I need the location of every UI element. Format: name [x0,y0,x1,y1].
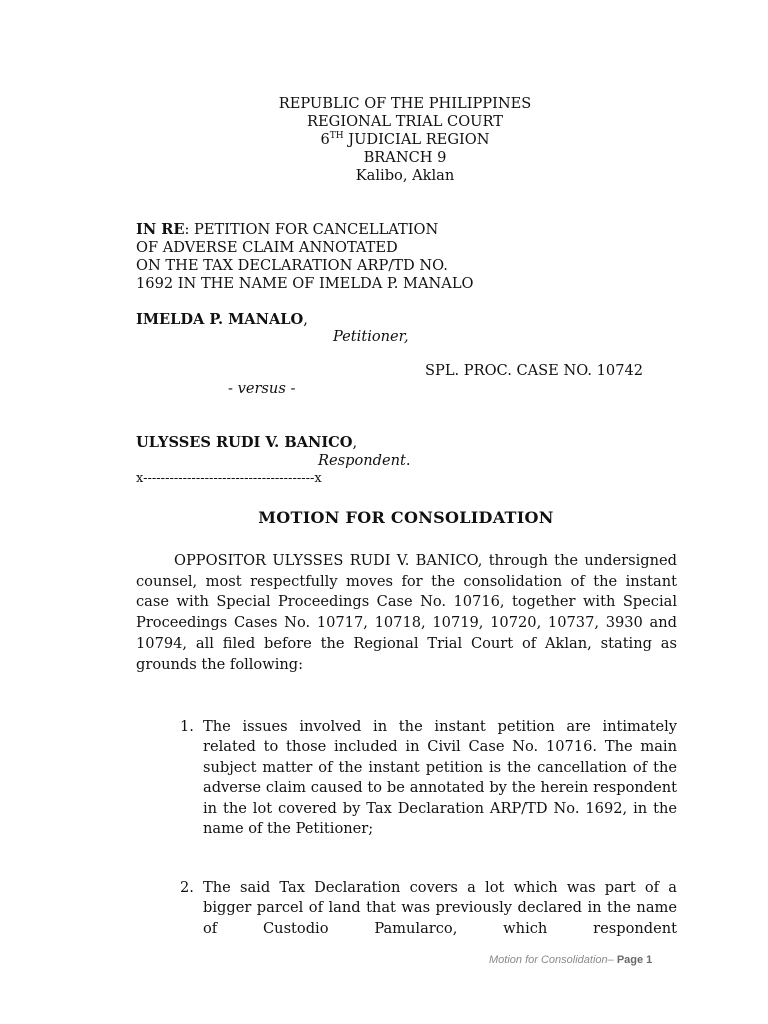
in-re-line-3: ON THE TAX DECLARATION ARP/TD NO. [136,257,448,274]
in-re-text-1: : PETITION FOR CANCELLATION [184,221,439,238]
page-footer [489,954,652,966]
petitioner-name: IMELDA P. MANALO [136,311,304,328]
caption-separator: x---------------------------------------x [136,471,322,486]
respondent-comma: , [352,434,358,451]
ground-1-text: The issues involved in the instant petition are intimately related to those included in Civil Case No. 10716. The main subject matter of the instant petition is the cancellation of the adverse claim caused to be annotated by the herein respondent in the lot covered by Tax Declaration ARP/TD No. 1692, in the name of the Petitioner; [203,718,677,838]
header-location: Kalibo, Aklan [355,167,455,184]
ground-2-number: 2. [180,879,194,896]
respondent-role-line [318,452,411,470]
region-text: JUDICIAL REGION [343,131,490,148]
header-court: REGIONAL TRIAL COURT [307,113,503,130]
header-region [0,131,768,149]
in-re-line-2: OF ADVERSE CLAIM ANNOTATED [136,239,398,256]
in-re-label: IN RE [136,221,185,238]
region-suffix: TH [329,131,344,141]
intro-paragraph: OPPOSITOR ULYSSES RUDI V. BANICO, through the undersigned counsel, most respectfully moves for the consolidation of the instant case with Special Proceedings Case No. 10716, together with Special Proceedings Cases No. 10717, 10718, 10719, 10720, 10737, 3930 and 10794, all filed before the Regional Trial Court of Aklan, stating as grounds the following: [136,552,677,673]
header-republic: REPUBLIC OF THE PHILIPPINES [278,95,532,112]
petitioner-line [136,311,308,329]
respondent-period: . [405,452,411,469]
in-re-line-4: 1692 IN THE NAME OF IMELDA P. MANALO [136,275,474,292]
respondent-name: ULYSSES RUDI V. BANICO [136,434,353,451]
ground-1-number: 1. [180,718,194,735]
in-re-line-1 [136,221,438,239]
petitioner-role: Petitioner, [333,328,409,345]
respondent-line [136,434,357,452]
versus-text: - versus - [228,380,296,397]
respondent-role: Respondent [318,452,406,469]
region-number: 6 [320,131,330,148]
petitioner-comma: , [303,311,308,328]
header-branch: BRANCH 9 [363,149,447,166]
footer-page-number: Page 1 [616,954,653,966]
footer-dash: – [607,954,617,966]
document-title: MOTION FOR CONSOLIDATION [258,508,554,527]
case-number: SPL. PROC. CASE NO. 10742 [425,362,644,379]
footer-label: Motion for Consolidation [489,954,608,966]
ground-2-text: The said Tax Declaration covers a lot which was part of a bigger parcel of land that was previously declared in the name of Custodio Pamularco, which respondent [203,879,677,937]
